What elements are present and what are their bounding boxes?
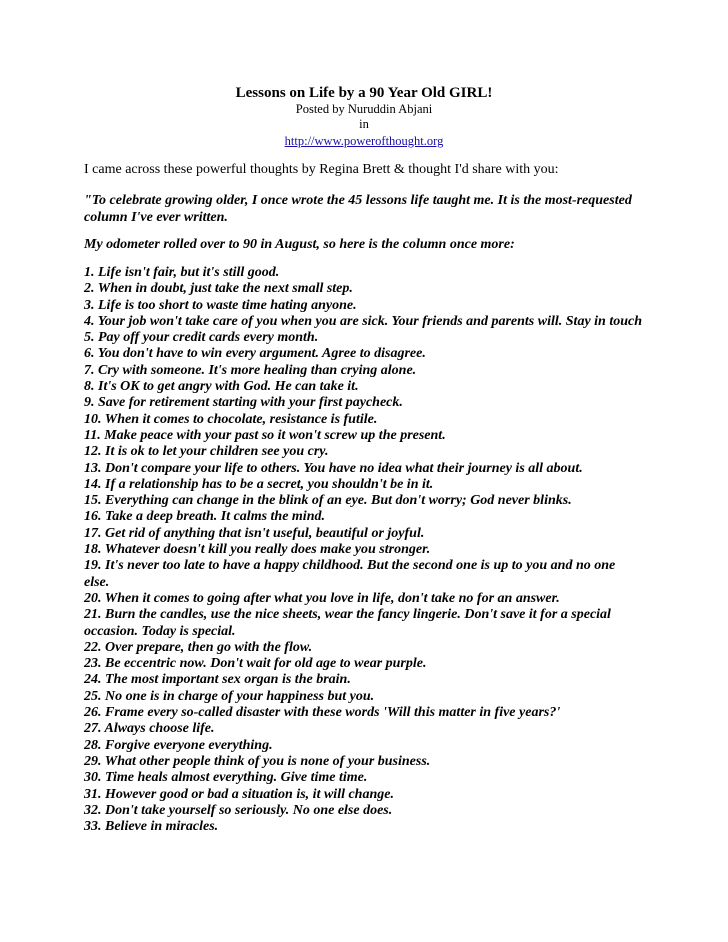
lesson-item: 26. Frame every so-called disaster with these words 'Will this matter in five years?' — [84, 705, 561, 721]
lesson-item: 30. Time heals almost everything. Give time time. — [84, 770, 368, 786]
document-body — [84, 160, 644, 835]
lesson-item: 11. Make peace with your past so it won't screw up the present. — [84, 427, 446, 443]
lesson-item: 33. Believe in miracles. — [84, 819, 219, 835]
lesson-item: 24. The most important sex organ is the brain. — [84, 672, 351, 688]
lesson-item: 10. When it comes to chocolate, resistance is futile. — [84, 411, 378, 427]
quote-paragraph: "To celebrate growing older, I once wrote the 45 lessons life taught me. It is the most-requested column I've ever written. — [84, 193, 632, 225]
lesson-item: 9. Save for retirement starting with your first paycheck. — [84, 395, 403, 411]
lesson-item: 29. What other people think of you is none of your business. — [84, 753, 431, 769]
lesson-item: 20. When it comes to going after what you love in life, don't take no for an answer. — [84, 590, 560, 606]
lesson-item: 19. It's never too late to have a happy childhood. But the second one is up to you and no one else. — [84, 558, 616, 590]
byline: Posted by Nuruddin Abjani — [295, 102, 433, 116]
lesson-item: 12. It is ok to let your children see you cry. — [84, 444, 329, 460]
lesson-item: 23. Be eccentric now. Don't wait for old age to wear purple. — [84, 656, 427, 672]
lesson-item: 13. Don't compare your life to others. You have no idea what their journey is all about. — [84, 460, 583, 476]
website-link[interactable]: http://www.powerofthought.org — [284, 134, 444, 148]
lesson-item: 6. You don't have to win every argument. Agree to disagree. — [84, 346, 426, 362]
lesson-item: 3. Life is too short to waste time hating anyone. — [84, 297, 357, 313]
lesson-item: 21. Burn the candles, use the nice sheets, wear the fancy lingerie. Don't save it for a special occasion. Today is special. — [84, 607, 611, 639]
in-word: in — [359, 117, 369, 131]
lesson-item: 5. Pay off your credit cards every month. — [84, 330, 319, 346]
lesson-item: 17. Get rid of anything that isn't useful, beautiful or joyful. — [84, 525, 425, 541]
lesson-item: 1. Life isn't fair, but it's still good. — [84, 265, 280, 280]
lesson-item: 8. It's OK to get angry with God. He can take it. — [84, 379, 359, 395]
lesson-item: 22. Over prepare, then go with the flow. — [84, 639, 313, 655]
lessons-list — [84, 265, 644, 835]
lesson-item: 7. Cry with someone. It's more healing than crying alone. — [84, 362, 417, 378]
lesson-item: 2. When in doubt, just take the next small step. — [84, 281, 353, 297]
lesson-item: 31. However good or bad a situation is, it will change. — [84, 786, 394, 802]
lesson-item: 15. Everything can change in the blink of an eye. But don't worry; God never blinks. — [84, 493, 572, 509]
lesson-item: 4. Your job won't take care of you when you are sick. Your friends and parents will. Stay in touch — [84, 313, 643, 329]
document-header — [0, 84, 728, 150]
lesson-item: 25. No one is in charge of your happiness but you. — [84, 688, 375, 704]
lesson-item: 14. If a relationship has to be a secret, you shouldn't be in it. — [84, 476, 434, 492]
document-title: Lessons on Life by a 90 Year Old GIRL! — [235, 85, 493, 101]
lesson-item: 32. Don't take yourself so seriously. No one else does. — [84, 802, 393, 818]
lesson-item: 16. Take a deep breath. It calms the mind. — [84, 509, 325, 525]
lesson-item: 18. Whatever doesn't kill you really does make you stronger. — [84, 542, 431, 558]
lesson-item: 27. Always choose life. — [84, 721, 215, 737]
lesson-item: 28. Forgive everyone everything. — [84, 737, 273, 753]
odometer-paragraph: My odometer rolled over to 90 in August, so here is the column once more: — [84, 237, 515, 252]
intro-paragraph: I came across these powerful thoughts by Regina Brett & thought I'd share with you: — [84, 162, 559, 177]
